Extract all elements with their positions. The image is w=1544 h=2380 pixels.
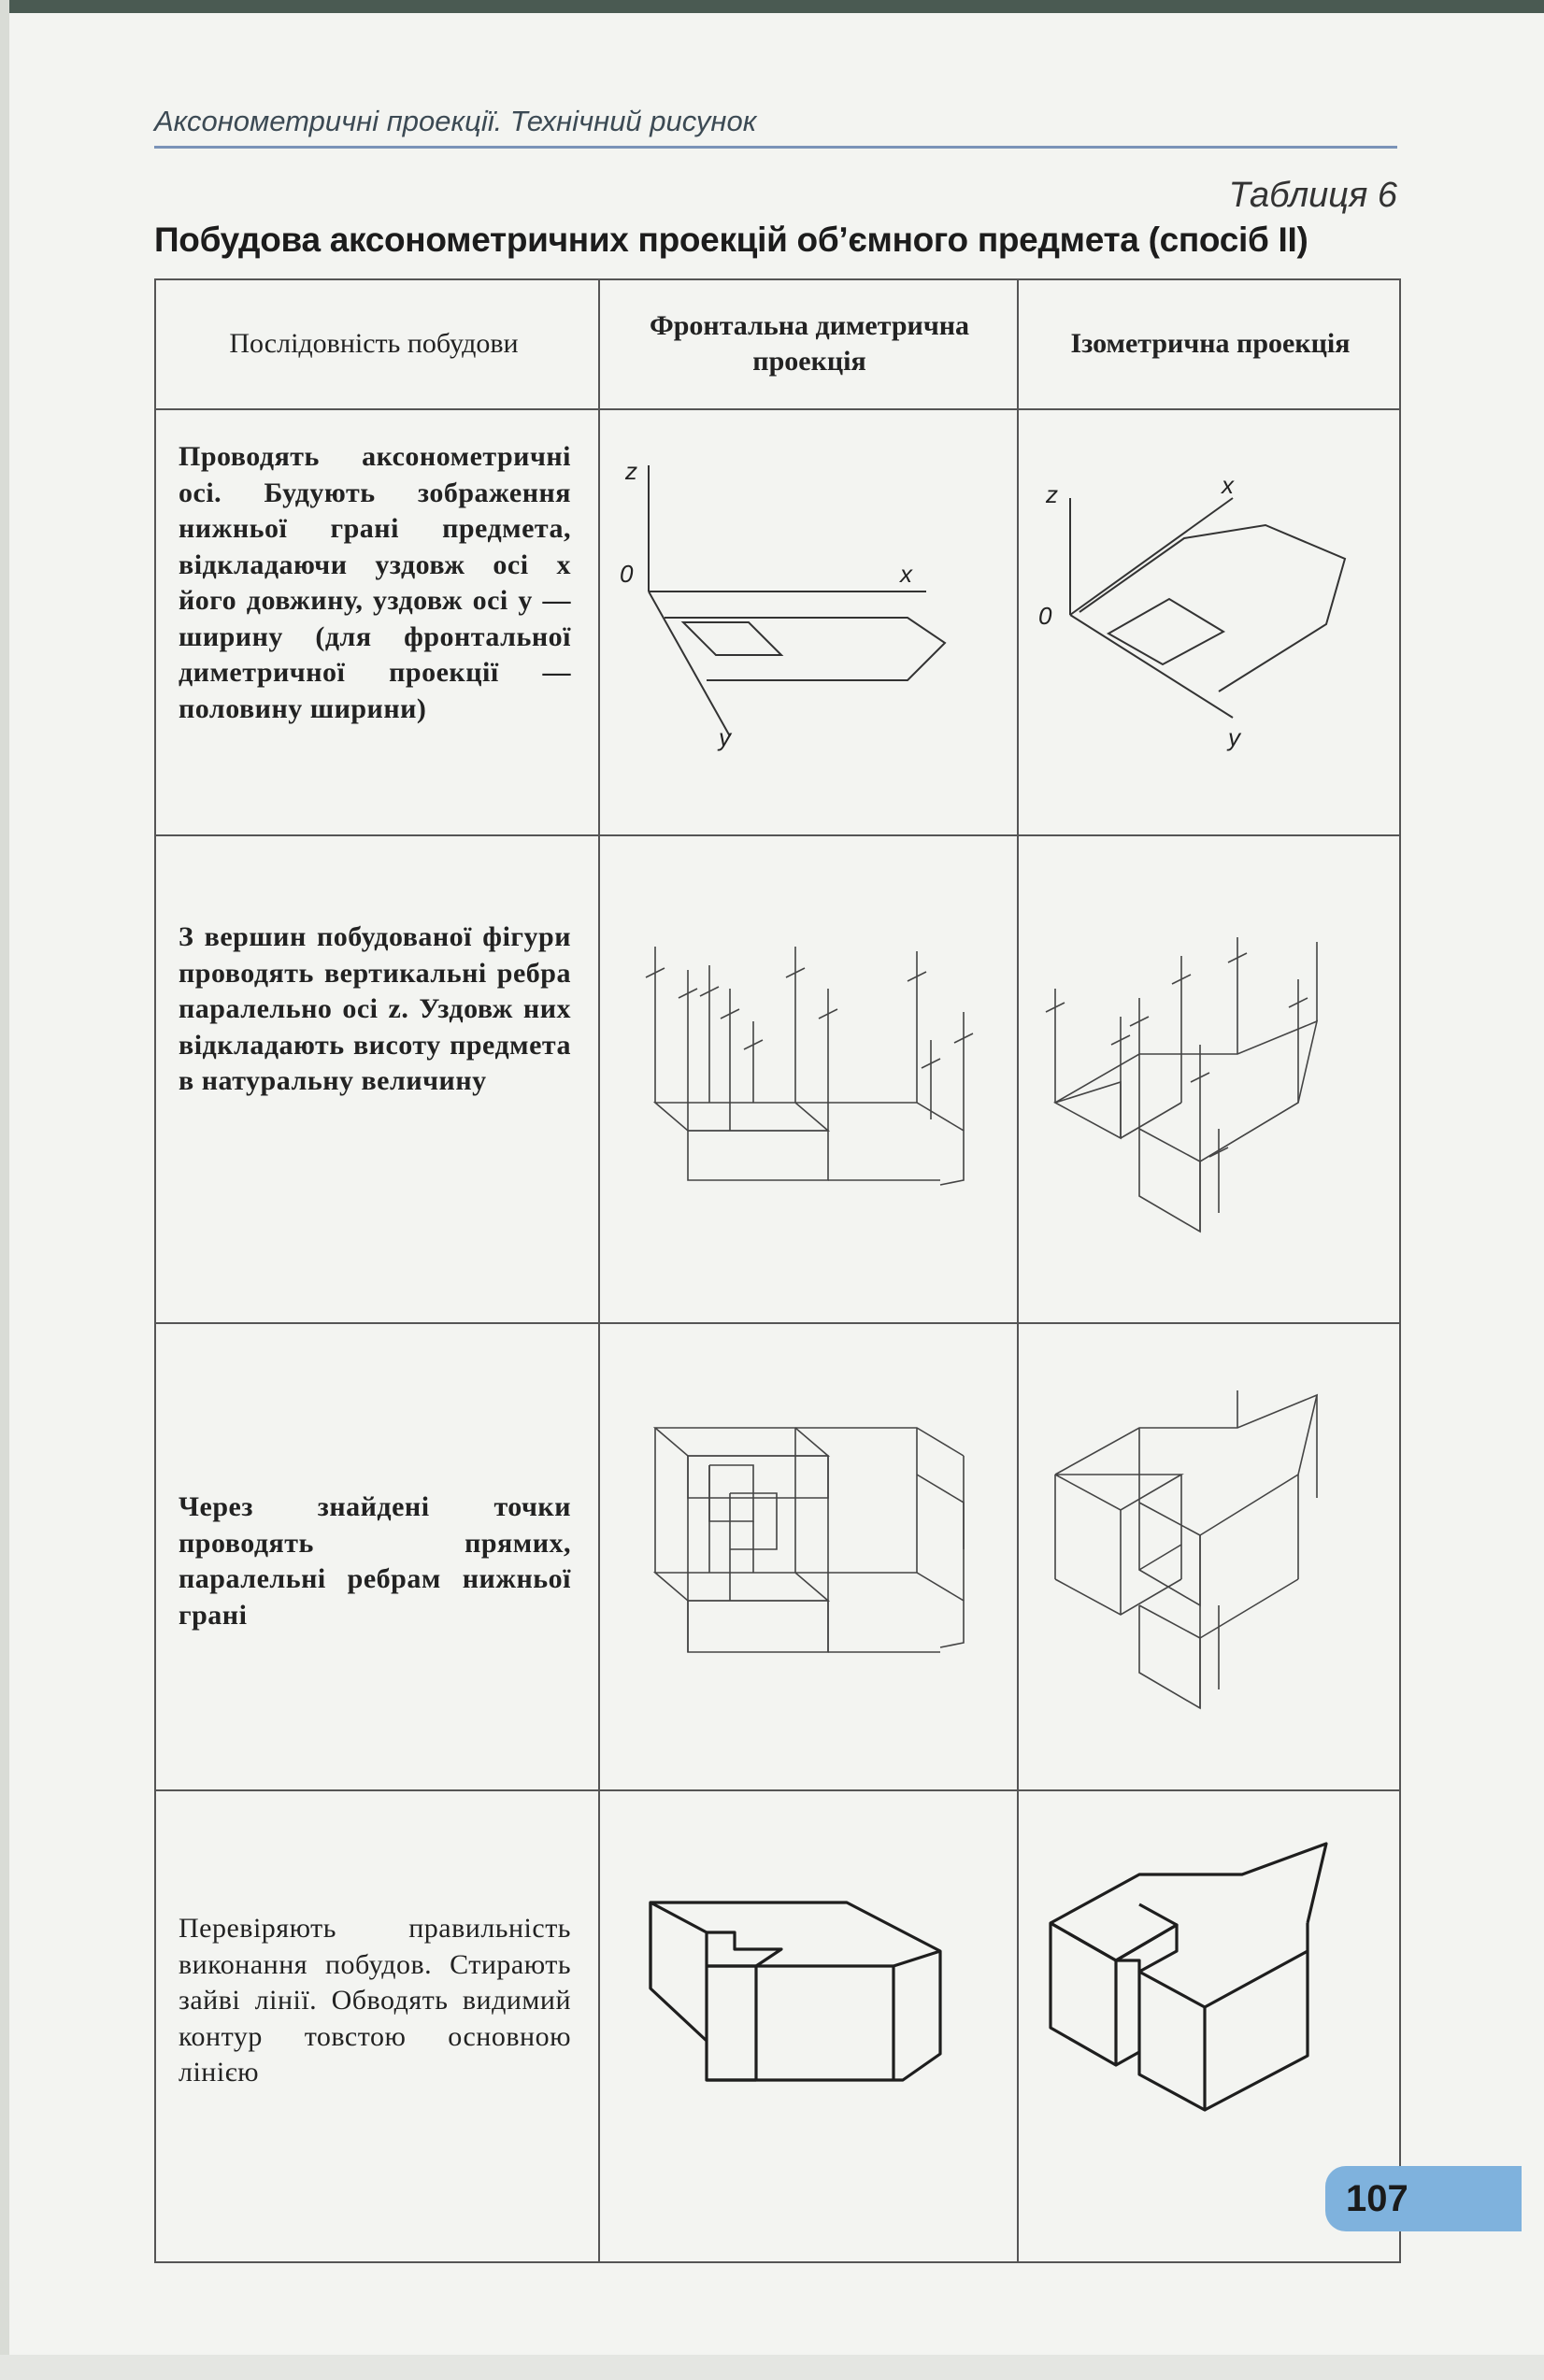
svg-text:z: z [625, 457, 637, 485]
svg-text:x: x [1222, 471, 1234, 499]
scan-top-edge [0, 0, 1544, 13]
scan-left-edge [0, 0, 9, 2380]
isometric-vertical-edges-diagram [1018, 858, 1401, 1297]
isometric-top-edges-diagram [1018, 1334, 1401, 1774]
svg-text:y: y [719, 723, 731, 751]
table-number: Таблиця 6 [1228, 176, 1397, 215]
step-3-isometric-drawing [1018, 1334, 1401, 1774]
table-title: Побудова аксонометричних проекцій об’ємного предмета (спосіб II) [154, 221, 1308, 259]
step-2-isometric-drawing [1018, 858, 1401, 1297]
step-4-text: Перевіряють правильність виконання побудов. Стирають зайві лінії. Обводять видимий контур товстою основною лінією [179, 1913, 571, 2088]
step-2-text: З вершин побудованої фігури проводять вертикальні ребра паралельно осі z. Уздовж них відкладають висоту предмета в натуральну величину [179, 921, 571, 1096]
step-1-dimetric-drawing [608, 428, 1010, 820]
svg-text:0: 0 [620, 560, 634, 588]
svg-text:0: 0 [1038, 602, 1052, 630]
step-2-dimetric-drawing [608, 858, 1010, 1297]
step-1-text: Проводять аксонометричні осі. Будують зображення нижньої грані предмета, відкладаючи уздовж осі x його довжину, уздовж осі y — ширину (для фронтальної диметричної проекції — половину ширини) [179, 441, 571, 724]
step-4-dimetric-drawing [608, 1811, 1010, 2241]
isometric-axes-diagram [1018, 428, 1401, 820]
svg-text:y: y [1228, 723, 1240, 751]
column-header-sequence: Послідовність побудови [229, 328, 519, 359]
column-header-isometric: Ізометрична проекція [1070, 328, 1351, 359]
construction-table [154, 278, 1401, 2263]
dimetric-top-edges-diagram [608, 1334, 1010, 1774]
running-header: Аксонометричні проекції. Технічний рисунок [154, 105, 757, 137]
column-header-dimetric: Фронтальна диметрична проекція [649, 310, 970, 377]
step-3-text: Через знайдені точки проводять прямих, паралельні ребрам нижньої грані [179, 1491, 571, 1631]
svg-text:z: z [1046, 480, 1058, 508]
dimetric-axes-diagram [608, 428, 1010, 820]
page-number: 107 [1325, 2166, 1522, 2231]
step-3-dimetric-drawing [608, 1334, 1010, 1774]
dimetric-final-solid-diagram [608, 1811, 1010, 2241]
step-1-isometric-drawing [1018, 428, 1401, 820]
dimetric-vertical-edges-diagram [608, 858, 1010, 1297]
header-rule [154, 146, 1397, 149]
scan-bottom-edge [0, 2355, 1544, 2380]
svg-text:x: x [900, 560, 912, 588]
